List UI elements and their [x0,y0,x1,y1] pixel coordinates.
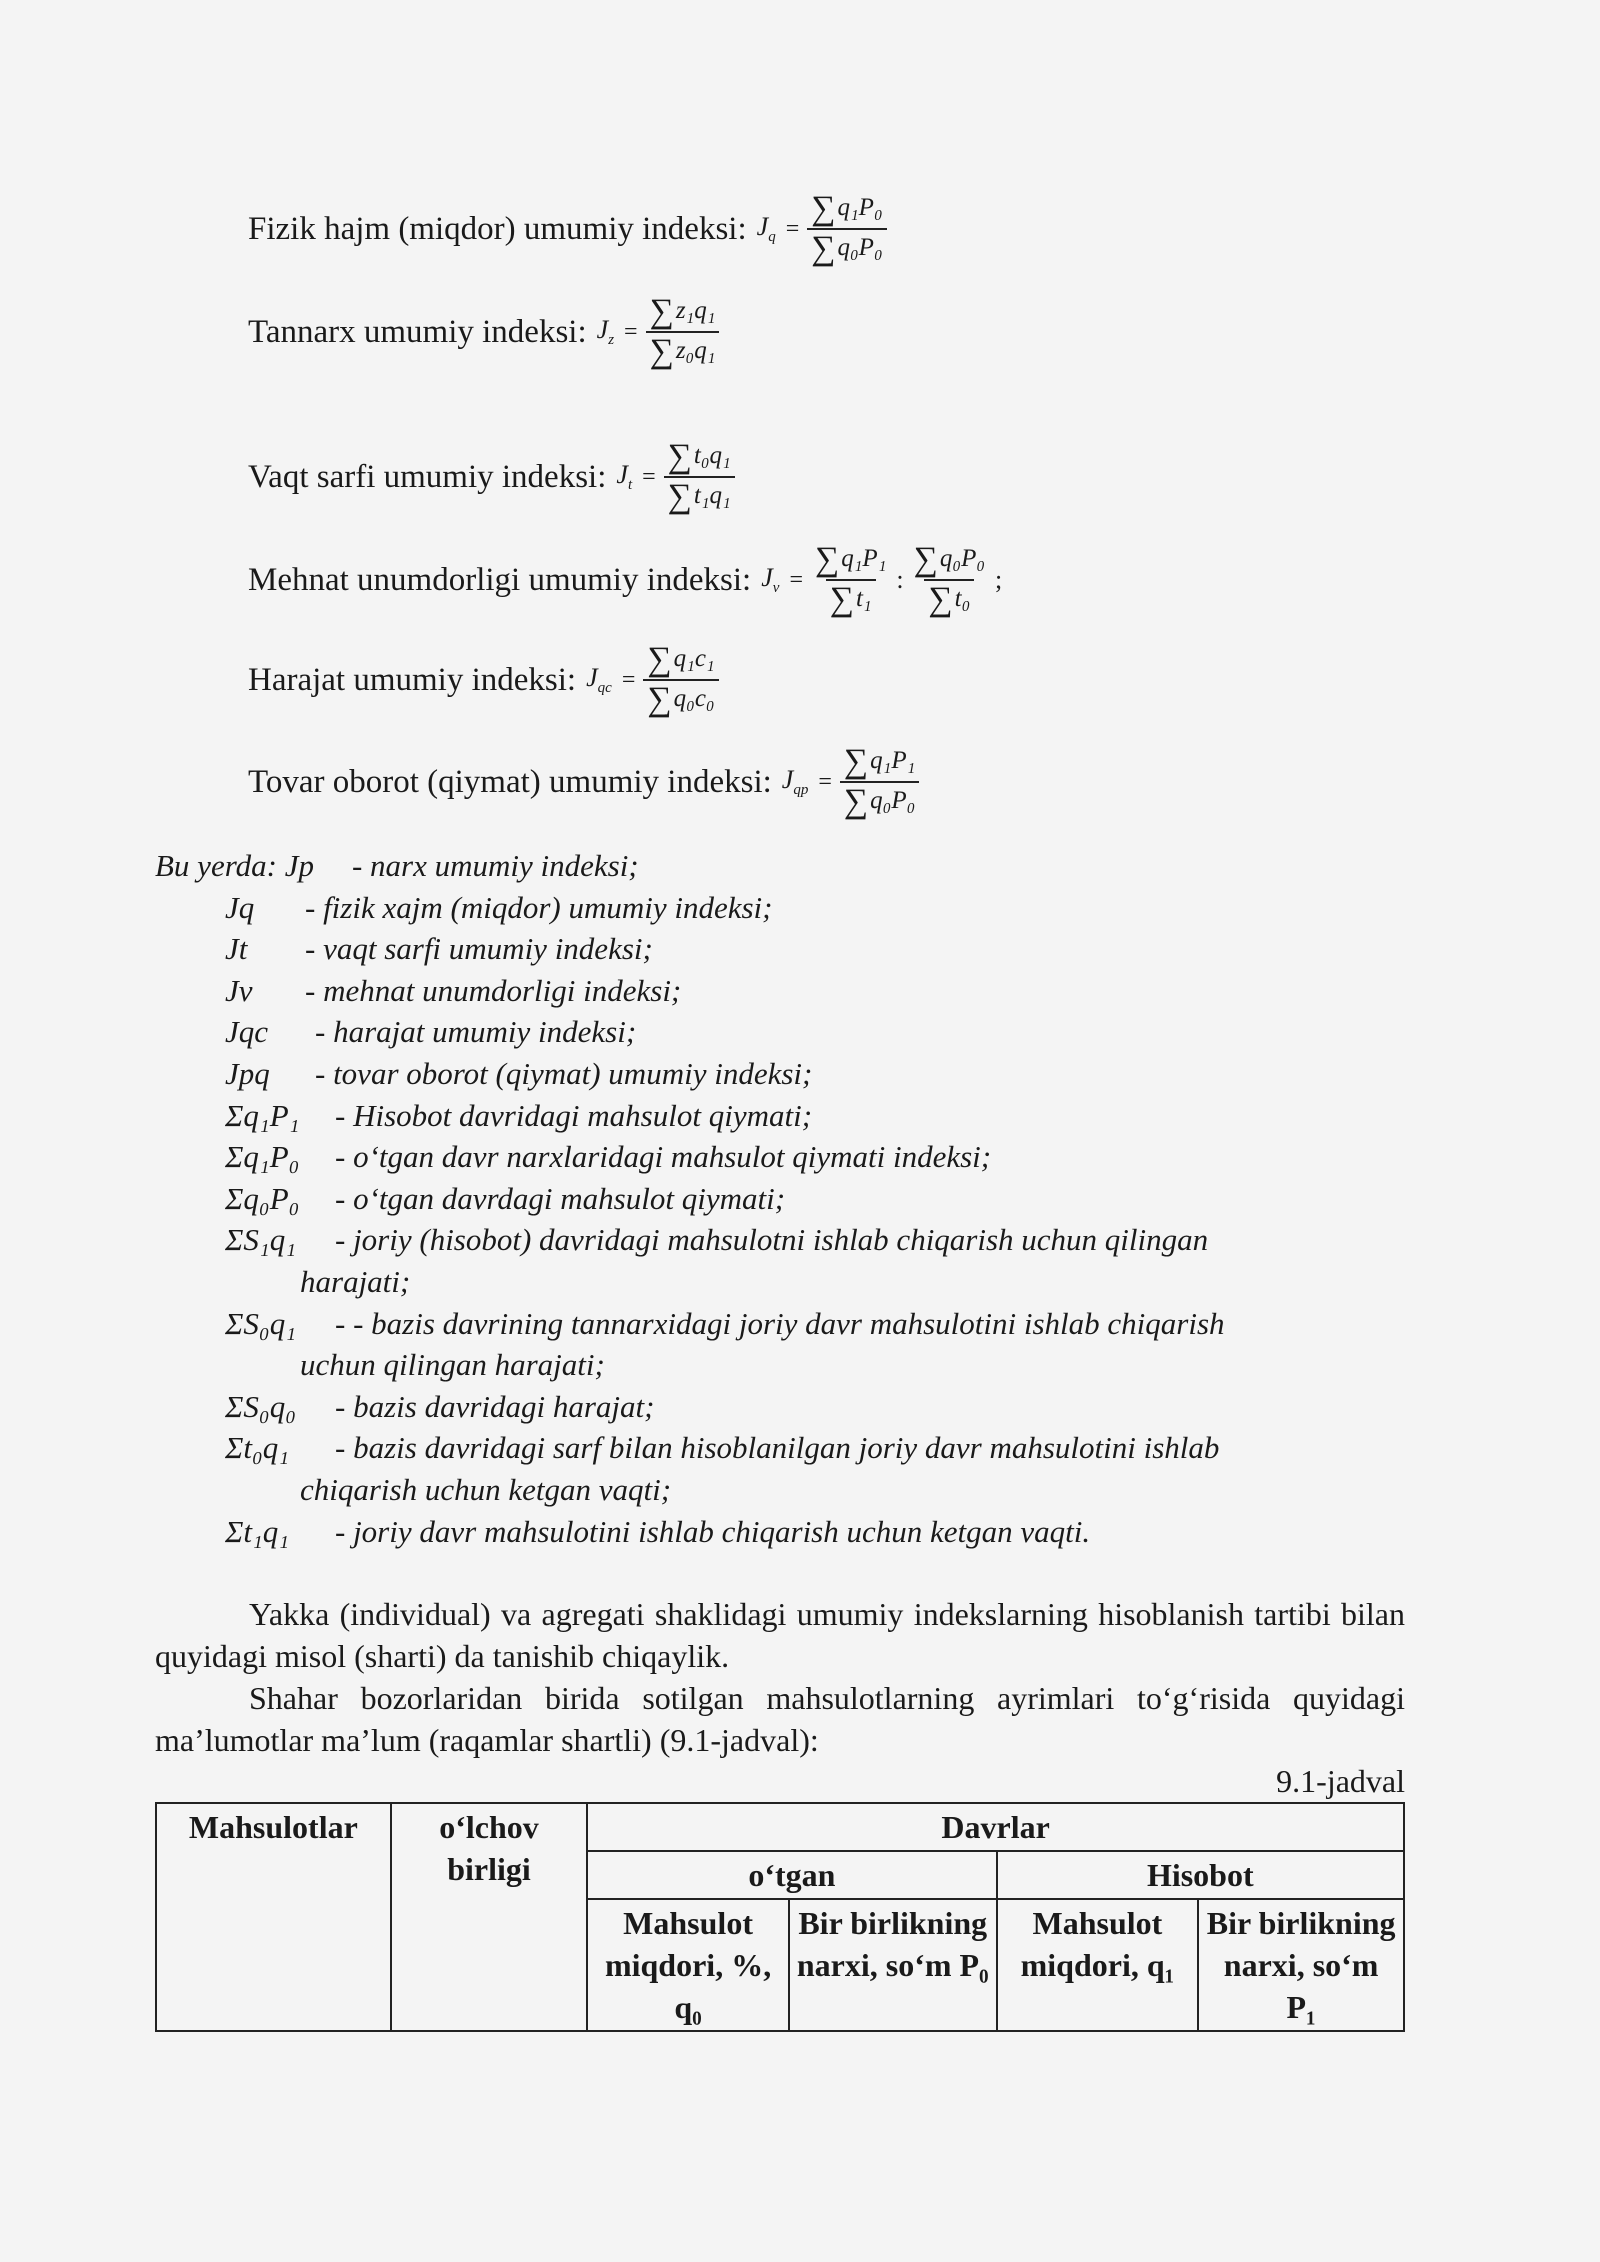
definition-item: Jqc - harajat umumiy indeksi; [225,1014,637,1050]
definition-item: ΣS₁q₁ - joriy (hisobot) davridagi mahsulotni ishlab chiqarish uchun qilingan [225,1222,1209,1258]
formula-fraction: $\frac{\text{∑q₀P₀}}{\text{∑t₀}}$ [913,541,986,618]
formula-fraction: $\frac{\text{∑q₁P₁}}{\text{∑t₁}}$ [814,541,887,618]
formula-symbol: $J_t$ [616,459,633,494]
definition-item: Jq - fizik xajm (miqdor) umumiy indeksi; [225,889,773,925]
formula-label: Vaqt sarfi umumiy indeksi: [248,458,607,495]
header-period-report: Hisobot [997,1851,1404,1899]
formula-symbol: $J_{qc}$ [586,662,612,697]
definition-item: Σq₀P₀ - o‘tgan davrdagi mahsulot qiymati; [225,1180,786,1216]
header-unit: o‘lchov birligi [391,1803,588,2031]
formula-label: Tovar oborot (qiymat) umumiy indeksi: [248,763,772,800]
definition-item: Σq₁P₁ - Hisobot davridagi mahsulot qiymati; [225,1097,813,1133]
definition-item: ΣS₀q₀ - bazis davridagi harajat; [225,1388,655,1424]
header-report-quantity: Mahsulot miqdori, q₁ [997,1899,1199,2031]
table-caption: 9.1-jadval [1276,1763,1405,1799]
definition-item: ΣS₀q₁ - - bazis davrining tannarxidagi joriy davr mahsulotini ishlab chiqarish [225,1305,1225,1341]
definition-continuation: harajati; [300,1263,411,1299]
formula-cost-price: Tannarx umumiy indeksi: $J_z$ = $\frac{\text{∑z₁q₁}}{\text{∑z₀q₁}}$ [248,295,723,369]
formula-fraction: $\frac{\text{∑q₁P₁}}{\text{∑q₀P₀}}$ [840,745,919,819]
paragraph-intro: Yakka (individual) va agregati shaklidagi umumiy indekslarning hisoblanish tartibi bilan quyidagi misol (sharti) da tanishib chiqaylik. [155,1596,1405,1674]
header-periods: Davrlar [587,1803,1404,1851]
formula-symbol: $J_{qp}$ [781,764,809,799]
formula-expenses: Harajat umumiy indeksi: $J_{qc}$ = $\frac{\text{∑q₁c₁}}{\text{∑q₀c₀}}$ [248,643,723,717]
definition-continuation: uchun qilingan harajati; [300,1347,605,1383]
formula-label: Mehnat unumdorligi umumiy indeksi: [248,561,752,598]
formula-label: Tannarx umumiy indeksi: [248,313,587,350]
formula-symbol: $J_z$ [596,314,615,349]
formula-trade-turnover: Tovar oborot (qiymat) umumiy indeksi: $J_{qp}$ = $\frac{\text{∑q₁P₁}}{\text{∑q₀P₀}}$ [248,745,923,819]
formula-symbol: $J_q$ [756,211,776,246]
header-period-past: o‘tgan [587,1851,996,1899]
header-past-price: Bir birlikning narxi, so‘m P₀ [789,1899,997,2031]
formula-labor-productivity: Mehnat unumdorligi umumiy indeksi: $J_v$ = $\frac{\text{∑q₁P₁}}{\text{∑t₁}}$ : $\frac{\text{∑q₀P₀}}{\text{∑t₀}}$ ; [248,541,1003,618]
header-report-price: Bir birlikning narxi, so‘m P₁ [1198,1899,1404,2031]
definition-item: Jpq - tovar oborot (qiymat) umumiy indeksi; [225,1055,813,1091]
header-past-quantity: Mahsulot miqdori, %, q₀ [587,1899,789,2031]
formula-fraction: $\frac{\text{∑t₀q₁}}{\text{∑t₁q₁}}$ [664,440,735,514]
definitions-list [155,845,1405,1552]
formula-symbol: $J_v$ [761,562,780,597]
data-table [155,1802,1405,2032]
definition-item: Jt - vaqt sarfi umumiy indeksi; [225,931,653,967]
formula-fraction: $\frac{\text{∑z₁q₁}}{\text{∑z₀q₁}}$ [646,295,720,369]
definition-item: Jv - mehnat unumdorligi indeksi; [225,972,682,1008]
definition-item: Σt₀q₁ - bazis davridagi sarf bilan hisoblanilgan joriy davr mahsulotini ishlab [225,1430,1220,1466]
formula-label: Harajat umumiy indeksi: [248,661,577,698]
formula-physical-volume: Fizik hajm (miqdor) umumiy indeksi: $J_q$ = $\frac{\text{∑q₁P₀}}{\text{∑q₀P₀}}$ [248,192,891,266]
formula-label: Fizik hajm (miqdor) umumiy indeksi: [248,210,747,247]
header-products: Mahsulotlar [156,1803,391,2031]
definition-item: Σt₁q₁ - joriy davr mahsulotini ishlab chiqarish uchun ketgan vaqti. [225,1513,1091,1549]
formula-fraction: $\frac{\text{∑q₁c₁}}{\text{∑q₀c₀}}$ [643,643,718,717]
definition-continuation: chiqarish uchun ketgan vaqti; [300,1471,672,1507]
definition-intro: Bu yerda: Jp - narx umumiy indeksi; [155,848,639,883]
paragraph-data: Shahar bozorlaridan birida sotilgan mahsulotlarning ayrimlari to‘g‘risida quyidagi ma’lumotlar ma’lum (raqamlar shartli) (9.1-jadval): [155,1680,1405,1758]
definition-item: Σq₁P₀ - o‘tgan davr narxlaridagi mahsulot qiymati indeksi; [225,1139,992,1175]
formula-time-spending: Vaqt sarfi umumiy indeksi: $J_t$ = $\frac{\text{∑t₀q₁}}{\text{∑t₁q₁}}$ [248,440,739,514]
formula-fraction: $\frac{\text{∑q₁P₀}}{\text{∑q₀P₀}}$ [807,192,886,266]
